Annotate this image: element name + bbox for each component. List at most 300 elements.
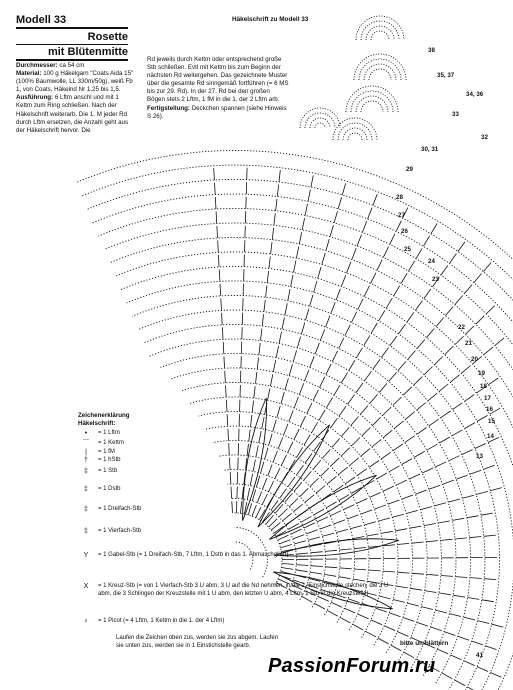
chart-title: Häkelschrift zu Modell 33 — [232, 16, 309, 23]
material-label: Material: — [16, 70, 42, 78]
chart-stitch-mark — [358, 299, 363, 310]
chart-scallop — [315, 123, 325, 128]
chart-stitch-mark — [464, 617, 476, 620]
chart-stitch-mark — [475, 444, 486, 449]
chart-stitch-mark — [338, 467, 347, 475]
chart-stitch-mark — [229, 458, 230, 470]
chart-stitch-mark — [341, 275, 345, 286]
chart-stitch-mark — [268, 465, 272, 476]
chart-stitch-mark — [218, 241, 219, 253]
chart-stitch-mark — [305, 370, 309, 381]
row-label: 22 — [458, 324, 465, 331]
chart-stitch-mark — [285, 378, 288, 390]
chart-stitch-mark — [281, 392, 284, 404]
chart-stitch-mark — [347, 515, 358, 519]
chart-stitch-mark — [304, 435, 310, 445]
execution-label: Ausführung: — [16, 94, 54, 102]
row-label: 25 — [404, 246, 411, 253]
chart-scallop — [356, 16, 404, 40]
chart-stitch-mark — [223, 342, 224, 354]
chart-stitch-mark — [486, 306, 495, 314]
chart-stitch-mark — [453, 403, 463, 410]
chart-round-arc — [132, 295, 499, 690]
chart-stitch-mark — [407, 603, 419, 606]
symbol-legend — [78, 412, 408, 625]
row-label: 26 — [401, 228, 408, 235]
chart-stitch-mark — [340, 549, 352, 550]
chart-stitch-mark — [293, 350, 296, 362]
chart-stitch-mark — [352, 438, 361, 446]
chart-stitch-mark — [422, 468, 433, 473]
chart-stitch-mark — [289, 460, 295, 470]
chart-stitch-mark — [297, 337, 300, 349]
chart-stitch-mark — [320, 525, 331, 529]
chart-stitch-mark — [439, 437, 449, 443]
chart-stitch-mark — [469, 537, 481, 538]
row-label: 34, 36 — [466, 91, 484, 98]
chart-stitch-mark — [470, 470, 481, 474]
chart-stitch-mark — [257, 492, 261, 503]
chart-stitch-mark — [379, 311, 385, 321]
chart-stitch-mark — [364, 335, 370, 345]
chart-stitch-mark — [451, 655, 462, 660]
chart-stitch-mark — [314, 603, 325, 609]
chart-stitch-mark — [291, 275, 293, 287]
chart-stitch-mark — [296, 246, 298, 258]
chart-stitch-mark — [495, 338, 504, 346]
chart-stitch-mark — [259, 431, 261, 443]
chart-stitch-mark — [383, 430, 392, 438]
chart-stitch-mark — [412, 573, 424, 574]
chart-stitch-mark — [409, 474, 420, 479]
chart-stitch-mark — [373, 359, 380, 369]
chart-round-arc — [190, 397, 398, 645]
chart-round-arc — [144, 324, 471, 683]
chart-stitch-mark — [373, 194, 377, 205]
chart-stitch-mark — [299, 232, 301, 244]
chart-stitch-mark — [389, 613, 400, 617]
chart-stitch-mark — [300, 488, 309, 496]
row-label: 15 — [488, 418, 495, 425]
chart-stitch-mark — [420, 507, 432, 510]
chart-stitch-mark — [397, 543, 409, 544]
chart-stitch-mark — [341, 373, 347, 383]
chart-stitch-mark — [378, 518, 390, 521]
chart-stitch-mark — [226, 385, 227, 397]
chart-stitch-mark — [456, 475, 467, 479]
chart-stitch-mark — [350, 526, 362, 529]
chart-stitch-mark — [461, 366, 470, 374]
chart-scallop — [354, 54, 406, 80]
legend-item: | = 1 fM — [78, 449, 115, 457]
execution-value: 6 Lftm anschl und mit 1 Kettm zum Ring schließen. Nach der Häkelschrift weiterarb. Die 1. M jeder Rd durch Lftm ersetzen, die Anzahl geht aus der Häkelschrift hervor. Die — [16, 94, 129, 134]
chart-stitch-mark — [368, 208, 372, 219]
chart-stitch-mark — [370, 492, 381, 497]
chart-stitch-mark — [398, 361, 406, 370]
chart-stitch-mark — [362, 221, 366, 232]
chart-stitch-mark — [268, 389, 270, 401]
single-crochet-icon: | — [85, 449, 87, 456]
chart-stitch-mark — [398, 572, 410, 573]
row-label: 18 — [480, 383, 487, 390]
legend-item: ‡ = 1 Dstb — [78, 486, 121, 494]
chart-stitch-mark — [277, 185, 278, 197]
chart-stitch-mark — [273, 451, 277, 462]
chart-stitch-mark — [436, 318, 444, 327]
chart-stitch-mark — [340, 568, 352, 569]
chart-stitch-mark — [492, 624, 504, 627]
chart-stitch-mark — [423, 236, 429, 246]
row-label: 17 — [484, 395, 491, 402]
turn-page-note: bitte umblättern — [400, 640, 449, 647]
chart-stitch-mark — [256, 507, 261, 518]
chart-stitch-mark — [484, 579, 496, 580]
chart-stitch-mark — [252, 505, 256, 516]
chart-stitch-mark — [455, 296, 463, 305]
chart-stitch-mark — [261, 329, 262, 341]
chart-stitch-mark — [279, 332, 281, 344]
chart-stitch-mark — [278, 437, 282, 448]
chart-stitch-mark — [341, 448, 350, 456]
chart-stitch-mark — [482, 600, 494, 602]
chart-stitch-mark — [439, 384, 448, 392]
legend-heading: Zeichenerklärung — [78, 412, 130, 419]
chart-stitch-mark — [417, 428, 427, 435]
chart-stitch-mark — [271, 500, 278, 510]
picot-icon: ♀ — [83, 618, 89, 625]
chart-stitch-mark — [288, 477, 295, 487]
chart-stitch-mark — [315, 343, 319, 354]
chart-stitch-mark — [259, 343, 260, 355]
chart-stitch-mark — [326, 398, 332, 408]
row-label: 29 — [406, 166, 413, 173]
chart-stitch-mark — [394, 286, 400, 296]
chart-stitch-mark — [225, 371, 226, 383]
chart-stitch-mark — [441, 265, 448, 275]
chart-stitch-mark — [409, 261, 415, 271]
chart-stitch-mark — [444, 632, 455, 636]
chart-stitch-mark — [414, 451, 424, 457]
chart-stitch-mark — [349, 360, 355, 370]
chart-stitch-mark — [324, 574, 336, 576]
chart-stitch-mark — [465, 423, 476, 429]
chart-stitch-mark — [356, 348, 362, 358]
chart-stitch-mark — [377, 260, 382, 271]
chart-stitch-mark — [302, 218, 304, 230]
chart-stitch-mark — [247, 488, 249, 500]
chart-stitch-mark — [426, 541, 438, 542]
chart-stitch-mark — [424, 289, 431, 299]
chart-stitch-mark — [294, 482, 302, 491]
chart-stitch-mark — [297, 465, 304, 475]
chart-scallop — [351, 91, 393, 112]
chart-stitch-mark — [330, 511, 341, 516]
chart-stitch-mark — [267, 271, 268, 283]
chart-stitch-mark — [218, 255, 219, 267]
chart-stitch-mark — [256, 372, 257, 384]
chart-stitch-mark — [301, 323, 304, 335]
diameter-value: ca 54 cm — [59, 62, 85, 69]
chart-stitch-mark — [253, 460, 255, 472]
chart-stitch-mark — [395, 529, 407, 531]
chart-stitch-mark — [269, 257, 270, 269]
row-label: 28 — [396, 194, 403, 201]
chart-stitch-mark — [311, 175, 313, 187]
chart-stitch-mark — [476, 316, 485, 324]
chart-stitch-mark — [320, 329, 324, 340]
row-label: 32 — [481, 134, 488, 141]
chart-stitch-mark — [332, 438, 340, 447]
chart-stitch-mark — [407, 312, 414, 322]
chart-stitch-mark — [371, 323, 377, 333]
chart-stitch-mark — [369, 570, 381, 571]
chart-stitch-mark — [393, 600, 405, 603]
chart-stitch-mark — [325, 567, 337, 568]
chart-stitch-mark — [215, 183, 216, 195]
legend-item: ‡ = 1 Stb — [78, 468, 117, 476]
chart-stitch-mark — [441, 539, 453, 540]
chart-stitch-mark — [311, 566, 323, 567]
chart-stitch-mark — [370, 394, 378, 403]
row-label: 13 — [476, 453, 483, 460]
chart-stitch-mark — [381, 452, 391, 459]
chart-stitch-mark — [452, 518, 464, 520]
chart-stitch-mark — [490, 673, 501, 678]
chart-stitch-mark — [217, 226, 218, 238]
chart-stitch-mark — [484, 347, 493, 355]
chart-stitch-mark — [327, 476, 336, 484]
chart-stitch-mark — [221, 298, 222, 310]
chart-stitch-mark — [410, 526, 422, 528]
chart-stitch-mark — [388, 500, 399, 504]
chart-stitch-mark — [231, 487, 232, 499]
chart-stitch-mark — [435, 610, 447, 613]
chart-stitch-mark — [455, 577, 467, 578]
chart-scallop — [356, 96, 388, 112]
chart-stitch-mark — [334, 520, 345, 524]
half-double-crochet-icon: † — [84, 457, 88, 464]
chart-stitch-mark — [331, 458, 340, 466]
chart-stitch-mark — [314, 509, 325, 515]
chart-stitch-mark — [453, 595, 465, 597]
row-label: 21 — [465, 340, 472, 347]
row-label: 38 — [428, 47, 435, 54]
chart-stitch-mark — [269, 481, 274, 492]
chart-stitch-mark — [310, 572, 322, 574]
chart-stitch-mark — [372, 439, 381, 447]
chart-scallop — [359, 59, 401, 80]
chart-stitch-mark — [364, 371, 371, 381]
chart-stitch-mark — [293, 535, 304, 539]
chart-stitch-mark — [378, 638, 389, 644]
material-value: 100 g Häkelgarn "Coats Aida 15" (100% Baumwolle, LL 330m/50g), weiß Fb 1, von Coats, Häkelnd Nr 1,25 bis 1,5. — [16, 70, 134, 94]
chart-stitch-mark — [326, 316, 330, 327]
chart-stitch-mark — [425, 591, 437, 593]
chart-stitch-mark — [415, 490, 426, 494]
chart-stitch-mark — [357, 469, 367, 476]
fork-stitch-icon: Y — [83, 552, 89, 559]
chart-stitch-mark — [296, 565, 308, 566]
treble-crochet-icon: ‡ — [84, 486, 88, 493]
chart-stitch-mark — [338, 197, 341, 209]
chart-stitch-mark — [371, 273, 376, 284]
chart-stitch-mark — [273, 360, 275, 372]
legend-item: Y = 1 Gabel-Stb (= 1 Dreifach-Stb, 7 Lftm, 1 Dstb in das 1. Abmaschglied) — [78, 552, 398, 560]
chart-stitch-mark — [354, 569, 366, 570]
chart-stitch-mark — [334, 385, 340, 395]
chart-stitch-mark — [331, 302, 335, 313]
chart-stitch-mark — [430, 627, 441, 631]
footnote: Laufen die Zeichen oben zus, werden sie zus abgem. Laufen sie unten zus, werden sie in 1 Einstichstelle gearb. — [116, 635, 279, 649]
chart-stitch-mark — [392, 514, 404, 517]
chart-stitch-mark — [274, 526, 284, 533]
chart-stitch-mark — [383, 571, 395, 572]
chart-stitch-mark — [361, 510, 372, 514]
chart-stitch-mark — [294, 541, 306, 544]
chart-stitch-mark — [308, 537, 320, 540]
chart-stitch-mark — [443, 480, 454, 484]
chart-stitch-mark — [250, 474, 252, 486]
chart-stitch-mark — [402, 495, 413, 499]
chart-stitch-mark — [356, 383, 363, 393]
chart-stitch-mark — [357, 499, 368, 504]
chart-stitch-mark — [270, 374, 272, 386]
chart-stitch-mark — [483, 263, 491, 272]
chart-stitch-mark — [280, 545, 292, 548]
chart-stitch-mark — [414, 377, 423, 385]
row-label: 19 — [478, 370, 485, 377]
chart-stitch-mark — [405, 436, 415, 443]
chart-stitch-mark — [358, 614, 369, 619]
chart-stitch-mark — [276, 346, 278, 358]
legend-subheading: Häkelschrift: — [78, 419, 116, 427]
chart-stitch-mark — [474, 274, 482, 283]
chart-stitch-mark — [344, 608, 355, 613]
chart-scallop — [361, 101, 383, 112]
row-label: 33 — [452, 111, 459, 118]
chart-stitch-mark — [313, 460, 321, 469]
chart-stitch-mark — [431, 224, 437, 234]
chart-stitch-mark — [449, 456, 460, 461]
chart-stitch-mark — [264, 300, 265, 312]
chart-stitch-mark — [417, 340, 425, 349]
chart-stitch-mark — [282, 513, 291, 521]
chart-stitch-mark — [353, 579, 365, 581]
chart-stitch-mark — [229, 443, 230, 455]
model-name-line2: mit Blütenmitte — [16, 45, 128, 61]
chart-stitch-mark — [402, 459, 412, 465]
chart-stitch-mark — [305, 204, 307, 216]
chart-stitch-mark — [390, 234, 395, 245]
chart-stitch-mark — [445, 346, 454, 354]
chart-stitch-mark — [424, 367, 433, 375]
legend-item: † = 1 hStb — [78, 457, 121, 465]
chart-stitch-mark — [452, 430, 462, 436]
chart-stitch-mark — [415, 301, 422, 311]
chart-stitch-mark — [285, 493, 293, 502]
chart-stitch-mark — [458, 636, 469, 640]
chart-stitch-mark — [327, 610, 338, 616]
chart-stitch-mark — [478, 621, 490, 624]
chart-stitch-mark — [345, 325, 350, 336]
chart-stitch-mark — [322, 533, 334, 536]
chart-stitch-mark — [439, 593, 451, 595]
chart-stitch-mark — [357, 235, 361, 246]
chart-stitch-mark — [458, 242, 465, 252]
chart-stitch-mark — [467, 516, 479, 518]
chart-stitch-mark — [351, 312, 356, 323]
chart-stitch-mark — [289, 498, 298, 506]
chart-stitch-mark — [247, 444, 248, 456]
chart-stitch-mark — [215, 197, 216, 209]
chart-stitch-mark — [449, 614, 461, 617]
chart-scallop — [366, 26, 394, 40]
chart-stitches — [214, 168, 505, 690]
legend-item: • = 1 Lftm — [78, 430, 120, 438]
chart-stitch-mark — [445, 307, 453, 316]
chart-stitch-mark — [441, 411, 451, 418]
chart-stitch-mark — [294, 429, 299, 440]
chart-stitch-mark — [314, 281, 317, 293]
chart-stitch-mark — [476, 491, 488, 494]
chart-stitch-mark — [434, 503, 446, 506]
row-label: 27 — [398, 212, 405, 219]
chart-stitch-mark — [214, 168, 215, 180]
chart-stitch-mark — [305, 495, 314, 503]
chart-stitch-mark — [376, 608, 387, 612]
chart-stitch-mark — [232, 501, 233, 513]
chart-stitch-mark — [332, 351, 337, 362]
chart-stitch-mark — [310, 295, 313, 307]
chart-stitch-mark — [275, 468, 280, 479]
chart-stitch-mark — [470, 578, 482, 579]
row-label: 24 — [428, 258, 435, 265]
legend-item: ‡ = 1 Dreifach-Stb — [78, 506, 142, 514]
chart-stitch-mark — [310, 478, 319, 486]
chart-stitch-mark — [488, 378, 498, 385]
chart-stitch-mark — [464, 285, 472, 294]
diameter-label: Durchmesser: — [16, 62, 58, 69]
chart-scallop — [338, 123, 372, 140]
chart-stitch-mark — [276, 199, 277, 211]
chart-stitch-mark — [288, 289, 290, 301]
chart-stitch-mark — [403, 618, 414, 622]
chart-stitch-mark — [386, 298, 392, 308]
chart-stitch-mark — [240, 501, 241, 513]
chart-stitch-mark — [462, 495, 474, 498]
chart-stitch-mark — [427, 574, 439, 575]
chart-stitch-mark — [299, 383, 303, 394]
chart-stitch-mark — [401, 273, 407, 283]
chart-stitch-mark — [481, 513, 493, 515]
model-number: Modell 33 — [16, 14, 128, 29]
chart-stitch-mark — [320, 468, 329, 476]
chart-stitch-mark — [257, 357, 258, 369]
legend-item: X = 1 Kreuz-Stb (= von 1 Vierfach-Stb 3 U abm, 3 U auf die Nd nehmen, in die 2. Einstichstelle stechen, die 3 U abm, die 3 Schlingen der Kreuzstelle mit 1 U abm, den letzten U abm, 4 Lftm, 1 Stb in die Kreuzstelle) — [78, 583, 398, 598]
chart-stitch-mark — [367, 534, 379, 536]
chart-stitch-mark — [417, 403, 426, 411]
chart-stitch-mark — [262, 314, 263, 326]
chart-stitch-mark — [279, 540, 290, 544]
chart-stitch-mark — [331, 602, 342, 607]
chart-stitch-mark — [256, 445, 258, 457]
chart-stitch-mark — [421, 607, 433, 610]
chart-round-arc — [87, 179, 513, 690]
chain-stitch-icon: • — [84, 430, 88, 437]
chart-stitch-mark — [304, 471, 312, 480]
chart-stitch-mark — [306, 530, 317, 534]
chart-stitch-mark — [352, 248, 356, 259]
